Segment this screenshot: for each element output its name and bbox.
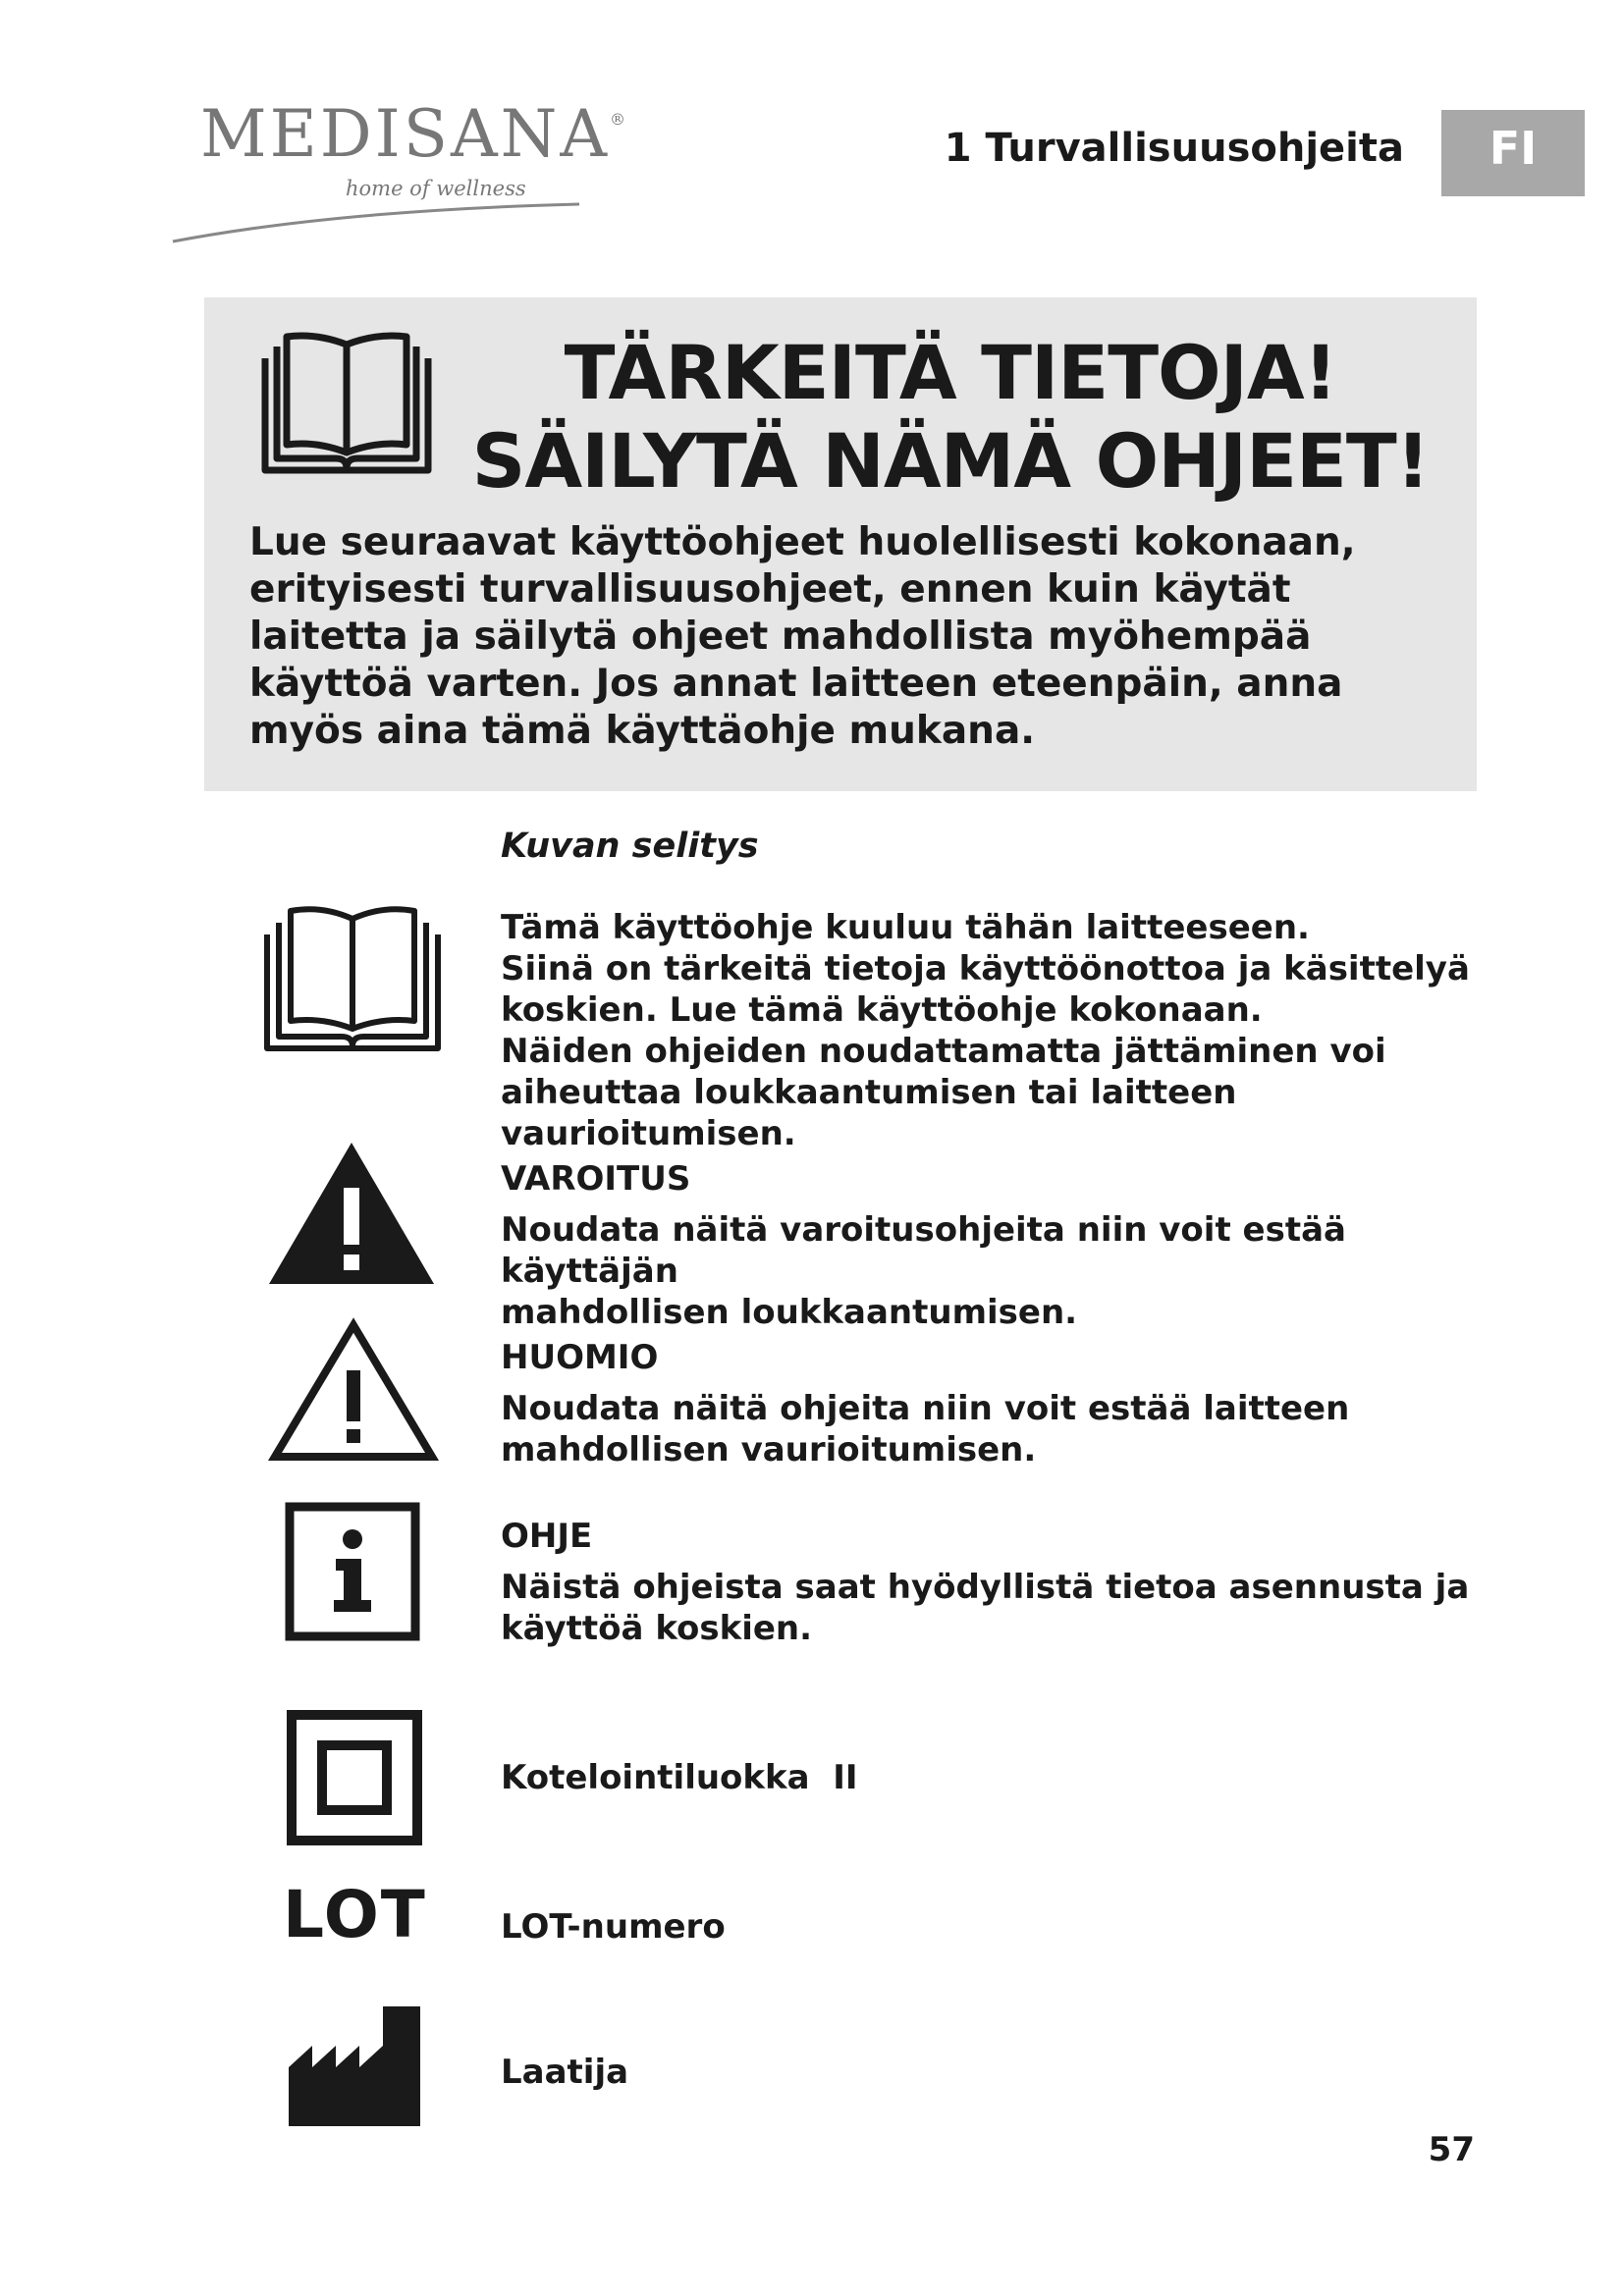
lot-label: LOT-numero: [501, 1907, 726, 1947]
note-line2: käyttöä koskien.: [501, 1609, 813, 1648]
lot-icon: LOT: [283, 1877, 427, 1952]
language-tab: FI: [1441, 110, 1585, 196]
warning-line1: Noudata näitä varoitusohjeita niin voit estää käyttäjän: [501, 1210, 1346, 1291]
book-icon: [257, 329, 436, 478]
warning-line2: mahdollisen loukkaantumisen.: [501, 1293, 1078, 1332]
manual-line2: Siinä on tärkeitä tietoja käyttöönottoa ja käsittelyä: [501, 949, 1470, 988]
manual-line1: Tämä käyttöohje kuuluu tähän laitteeseen.: [501, 908, 1310, 947]
notice-title-line2: SÄILYTÄ NÄMÄ OHJEET!: [471, 417, 1430, 505]
book-icon: [261, 903, 444, 1054]
caution-description: [501, 1337, 1483, 1470]
manual-line4: Näiden ohjeiden noudattamatta jättäminen voi: [501, 1032, 1386, 1071]
protection-class-label: Kotelointiluokka II: [501, 1758, 858, 1797]
warning-heading: VAROITUS: [501, 1159, 691, 1199]
caution-line1: Noudata näitä ohjeita niin voit estää laitteen: [501, 1389, 1350, 1428]
medisana-logo: [169, 96, 629, 249]
page-number: 57: [1428, 2130, 1475, 2169]
note-description: [501, 1516, 1483, 1649]
note-line1: Näistä ohjeista saat hyödyllistä tietoa asennusta ja: [501, 1568, 1470, 1607]
notice-body: Lue seuraavat käyttöohjeet huolellisesti kokonaan, erityisesti turvallisuusohjeet, ennen kuin käytät laitetta ja säilytä ohjeet mahdollista myöhempää käyttöä varten. Jos annat laitteen eteenpäin, anna myös aina tämä käyttäohje mukana.: [249, 520, 1356, 753]
manufacturer-icon: [287, 2006, 422, 2128]
warning-description: [501, 1158, 1483, 1333]
caution-line2: mahdollisen vaurioitumisen.: [501, 1430, 1037, 1469]
manual-line5: aiheuttaa loukkaantumisen tai laitteen vaurioitumisen.: [501, 1073, 1237, 1153]
manufacturer-label: Laatija: [501, 2053, 629, 2092]
notice-title-line1: TÄRKEITÄ TIETOJA!: [564, 329, 1337, 416]
logo-tagline: home of wellness: [346, 177, 526, 200]
logo-text: MEDISANA: [200, 96, 611, 172]
warning-outline-icon: [267, 1315, 440, 1465]
protection-class-2-icon: [287, 1710, 422, 1845]
section-title: 1 Turvallisuusohjeita: [944, 126, 1404, 171]
legend-title: Kuvan selitys: [501, 827, 759, 866]
important-notice-box: [204, 297, 1477, 791]
note-heading: OHJE: [501, 1517, 593, 1556]
warning-filled-icon: [265, 1139, 438, 1288]
logo-registered-mark: ®: [610, 110, 629, 129]
logo-swoosh-icon: [169, 190, 581, 249]
info-icon: [285, 1502, 420, 1641]
manual-description: [501, 907, 1483, 1154]
caution-heading: HUOMIO: [501, 1338, 659, 1377]
manual-line3: koskien. Lue tämä käyttöohje kokonaan.: [501, 990, 1263, 1030]
